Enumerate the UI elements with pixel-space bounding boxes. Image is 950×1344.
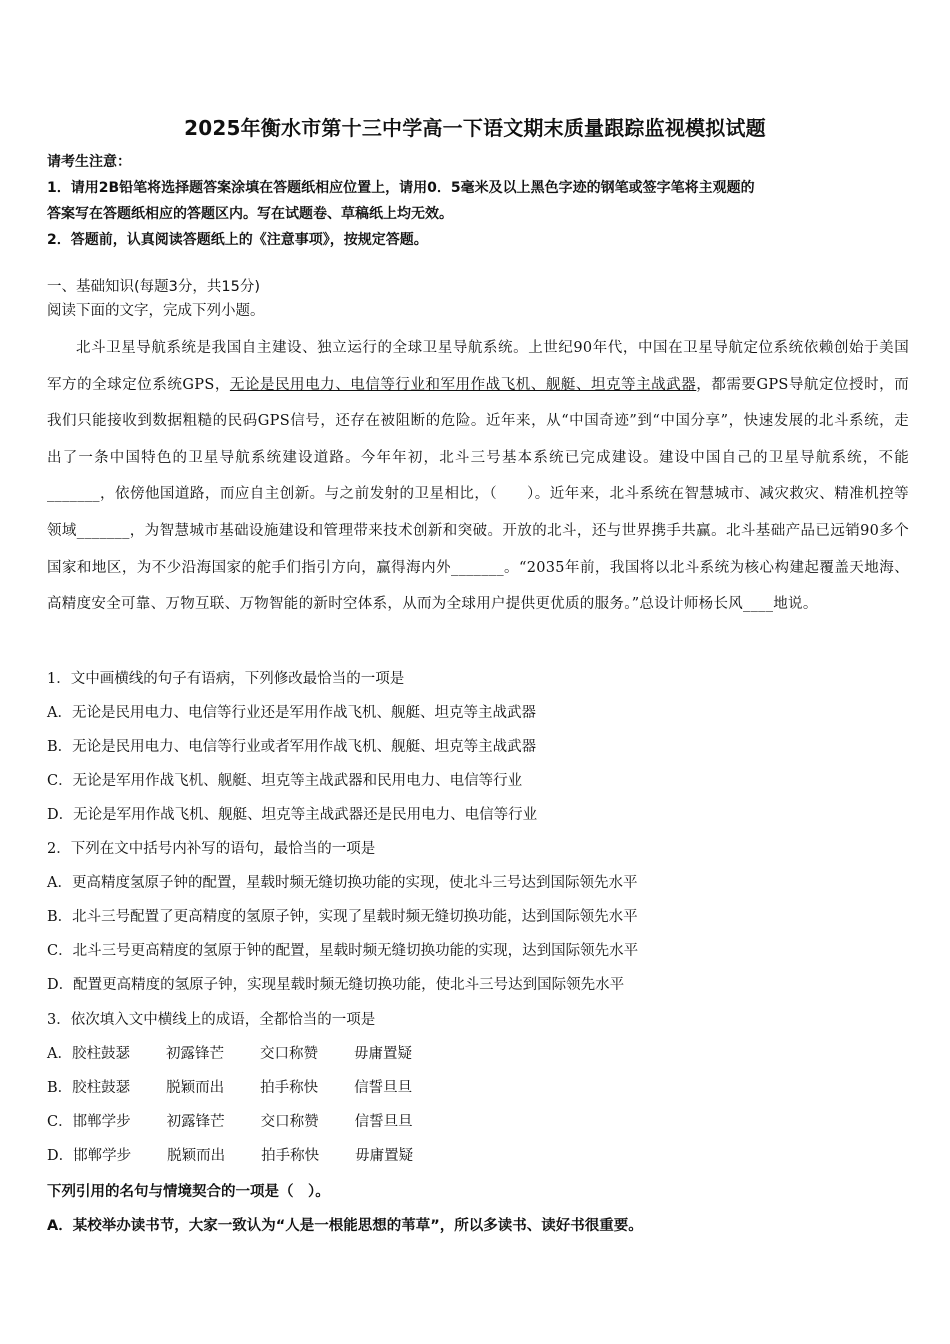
question-4-stem: 下列引用的名句与情境契合的一项是（ ）。 [47,1184,330,1200]
notice-item-1a: 1．请用2B铅笔将选择题答案涂填在答题纸相应位置上，请用0．5毫米及以上黑色字迹的钢笔或签字笔将主观题的 [47,180,755,196]
question-1-option-d: D．无论是军用作战飞机、舰艇、坦克等主战武器还是民用电力、电信等行业 [47,807,538,823]
question-3-option-c [47,1110,449,1131]
section-heading: 一、基础知识(每题3分，共15分) [47,279,260,295]
question-4-option-a: A．某校举办读书节，大家一致认为“人是一根能思想的苇草”，所以多读书、读好书很重要。 [47,1218,643,1234]
question-3-option-a [47,1042,448,1063]
option-letter: B． [47,1080,73,1096]
idiom-1: 邯郸学步 [73,1148,132,1164]
passage-part-1: 北斗卫星导航系统是我国自主建设、独立运行的全球卫星导航系统。上世纪90年代，中国在卫星导航定位系统依赖创始于美国军方的全球定位系统GPS， [47,340,909,393]
idiom-2: 脱颖而出 [166,1080,225,1096]
idiom-1: 邯郸学步 [72,1114,131,1130]
idiom-3: 拍手称快 [260,1080,319,1096]
question-2-option-a: A．更高精度氢原子钟的配置，星载时频无缝切换功能的实现，使北斗三号达到国际领先水平 [47,875,638,891]
idiom-1: 胶柱鼓瑟 [72,1080,131,1096]
passage-underlined-sentence: 无论是民用电力、电信等行业和军用作战飞机、舰艇、坦克等主战武器 [229,376,697,393]
notice-item-1b: 答案写在答题纸相应的答题区内。写在试题卷、草稿纸上均无效。 [47,206,453,222]
exam-title: 2025年衡水市第十三中学高一下语文期末质量跟踪监视模拟试题 [184,116,766,140]
idiom-3: 交口称赞 [260,1114,319,1130]
idiom-3: 拍手称快 [261,1148,320,1164]
reading-instruction: 阅读下面的文字，完成下列小题。 [47,303,265,319]
question-3-stem: 3．依次填入文中横线上的成语，全都恰当的一项是 [47,1012,376,1028]
idiom-4: 信誓旦旦 [354,1080,413,1096]
question-3-option-d [47,1144,449,1165]
question-1-option-c: C．无论是军用作战飞机、舰艇、坦克等主战武器和民用电力、电信等行业 [47,773,523,789]
reading-passage [47,330,909,623]
notice-item-2: 2．答题前，认真阅读答题纸上的《注意事项》，按规定答题。 [47,232,428,248]
option-letter: D． [47,1148,74,1164]
question-2-stem: 2．下列在文中括号内补写的语句，最恰当的一项是 [47,841,376,857]
option-letter: C． [47,1114,73,1130]
idiom-2: 初露锋芒 [165,1046,224,1062]
idiom-1: 胶柱鼓瑟 [71,1046,130,1062]
idiom-2: 脱颖而出 [167,1148,226,1164]
idiom-4: 毋庸置疑 [353,1046,412,1062]
question-2-option-d: D．配置更高精度的氢原子钟，实现星载时频无缝切换功能，使北斗三号达到国际领先水平 [47,977,625,993]
idiom-4: 毋庸置疑 [355,1148,414,1164]
option-letter: A． [47,1046,72,1062]
idiom-4: 信誓旦旦 [354,1114,413,1130]
notice-heading: 请考生注意： [47,154,131,170]
question-1-option-a: A．无论是民用电力、电信等行业还是军用作战飞机、舰艇、坦克等主战武器 [47,705,536,721]
idiom-3: 交口称赞 [259,1046,318,1062]
question-2-option-b: B．北斗三号配置了更高精度的氢原子钟，实现了星载时频无缝切换功能，达到国际领先水平 [47,909,638,925]
question-2-option-c: C．北斗三号更高精度的氢原于钟的配置，星载时频无缝切换功能的实现，达到国际领先水平 [47,943,639,959]
question-1-option-b: B．无论是民用电力、电信等行业或者军用作战飞机、舰艇、坦克等主战武器 [47,739,537,755]
question-1-stem: 1．文中画横线的句子有语病，下列修改最恰当的一项是 [47,671,405,687]
question-3-option-b [47,1076,448,1097]
passage-part-2: ，都需要GPS导航定位授时，而我们只能接收到数据粗糙的民码GPS信号，还存在被阻断的危险。近年来，从“中国奇迹”到“中国分享”，快速发展的北斗系统，走出了一条中国特色的卫星导航系统建设道路。今年年初，北斗三号基本系统已完成建设。建设中国自己的卫星导航系统，不能_______，依傍他国道路，而应自主创新。与之前发射的卫星相比，（ ）。近年来，北斗系统在智慧城市、减灾救灾、精准机控等领域_______，为智慧城市基础设施建设和管理带来技术创新和突破。开放的北斗，还与世界携手共赢。北斗基础产品已远销90多个国家和地区，为不少沿海国家的舵手们指引方向，赢得海内外_______。“2035年前，我国将以北斗系统为核心构建起覆盖天地海、高精度安全可靠、万物互联、万物智能的新时空体系，从而为全球用户提供更优质的服务。”总设计师杨长风____地说。 [47,376,909,613]
idiom-2: 初露锋芒 [166,1114,225,1130]
